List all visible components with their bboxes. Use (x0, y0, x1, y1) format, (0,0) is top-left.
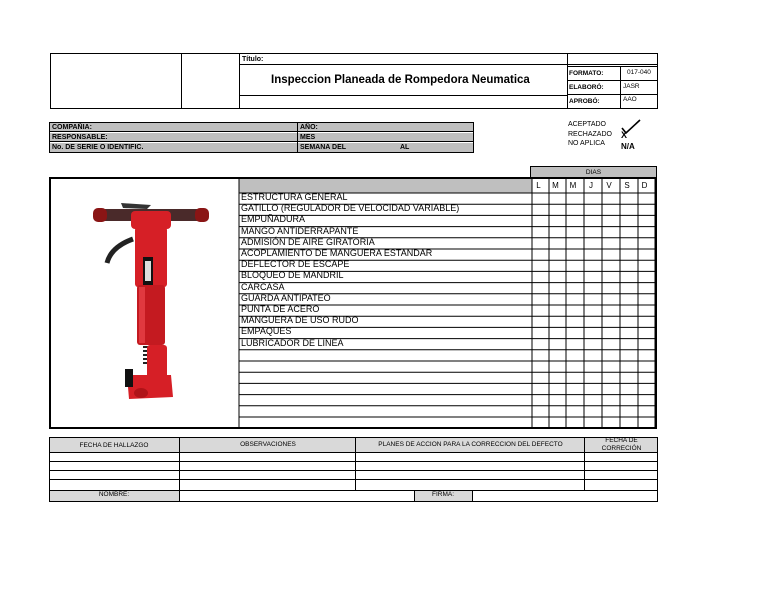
checklist-item: ADMISIÓN DE AIRE GIRATORIA (241, 236, 375, 247)
page-title: Inspeccion Planeada de Rompedora Neumatica (271, 74, 530, 86)
serie-label: No. DE SERIE O IDENTIFIC. (52, 144, 144, 151)
aprobo-label: APROBÓ: (569, 98, 600, 105)
info-block (49, 122, 474, 153)
divider (239, 64, 657, 65)
responsable-label: RESPONSABLE: (52, 134, 108, 141)
divider (239, 95, 567, 96)
elaboro-label: ELABORÓ: (569, 84, 604, 91)
checklist-item: CARCASA (241, 281, 285, 292)
checkmark-icon (620, 119, 642, 135)
divider (181, 54, 182, 108)
divider (567, 94, 657, 95)
checklist-table (49, 177, 657, 429)
findings-table (49, 437, 658, 502)
aprobo-value: AAO (623, 96, 637, 103)
checklist-item: ESTRUCTURA GENERAL (241, 192, 348, 202)
na-mark: N/A (621, 142, 635, 151)
divider (620, 66, 621, 108)
mes-label: MES (300, 134, 316, 141)
form-header (50, 53, 658, 109)
checklist-item: GUARDA ANTIPATEO (241, 292, 331, 303)
day-label: J (589, 181, 593, 190)
fecha-correccion-header-2: CORRECIÓN (601, 445, 642, 452)
items-header-band (239, 179, 532, 193)
legend-aceptado: ACEPTADO (568, 121, 606, 128)
formato-value: 017-040 (627, 69, 651, 76)
checklist-item: PUNTA DE ACERO (241, 304, 320, 314)
planes-header: PLANES DE ACCION PARA LA CORRECCION DEL DEFECTO (378, 441, 563, 448)
observaciones-header: OBSERVACIONES (240, 441, 296, 448)
checklist-item: GATILLO (REGULADOR DE VELOCIDAD VARIABLE) (241, 203, 460, 214)
legend-no-aplica: NO APLICA (568, 140, 605, 147)
compania-field[interactable] (50, 123, 297, 132)
day-label: L (536, 181, 541, 190)
divider (239, 54, 240, 108)
days-header-label: DIAS (585, 169, 602, 176)
checklist-item: EMPAQUES (241, 326, 292, 337)
day-label: M (552, 181, 559, 190)
semana-field[interactable] (298, 143, 473, 152)
day-label: S (624, 181, 630, 190)
checklist-item: EMPUÑADURA (241, 214, 306, 225)
firma-label: FIRMA: (431, 491, 455, 498)
day-label: D (641, 181, 648, 190)
divider (567, 66, 657, 67)
mes-field[interactable] (298, 133, 473, 142)
checklist-item: BLOQUEO DE MANDRIL (241, 270, 344, 281)
rechazado-mark: X (621, 130, 628, 140)
responsable-field[interactable] (50, 133, 297, 142)
serie-field[interactable] (50, 143, 297, 152)
jackhammer-image (91, 197, 211, 405)
checklist-item: MANGUERA DE USO RUDO (241, 315, 359, 326)
compania-label: COMPAÑIA: (52, 124, 92, 131)
legend-rechazado: RECHAZADO (568, 131, 612, 138)
fecha-hallazgo-header: FECHA DE HALLAZGO (79, 442, 149, 449)
nombre-label: NOMBRE: (98, 491, 130, 498)
semana-label: SEMANA DEL (300, 144, 347, 151)
day-label: M (569, 181, 577, 190)
elaboro-value: JASR (623, 83, 640, 90)
day-label: V (606, 181, 612, 190)
checklist-item: LUBRICADOR DE LINEA (241, 337, 344, 348)
formato-label: FORMATO: (569, 70, 604, 77)
divider (567, 80, 657, 81)
al-label: AL (400, 144, 410, 151)
checklist-item: ACOPLAMIENTO DE MANGUERA ESTANDAR (241, 248, 433, 258)
divider (567, 54, 568, 108)
titulo-label: Título: (242, 56, 264, 63)
ano-field[interactable] (298, 123, 473, 132)
checklist-item: DEFLECTOR DE ESCAPE (241, 259, 350, 270)
ano-label: AÑO: (300, 124, 318, 131)
fecha-correccion-header-1: FECHA DE (605, 437, 638, 444)
checklist-item: MANGO ANTIDERRAPANTE (241, 225, 359, 236)
